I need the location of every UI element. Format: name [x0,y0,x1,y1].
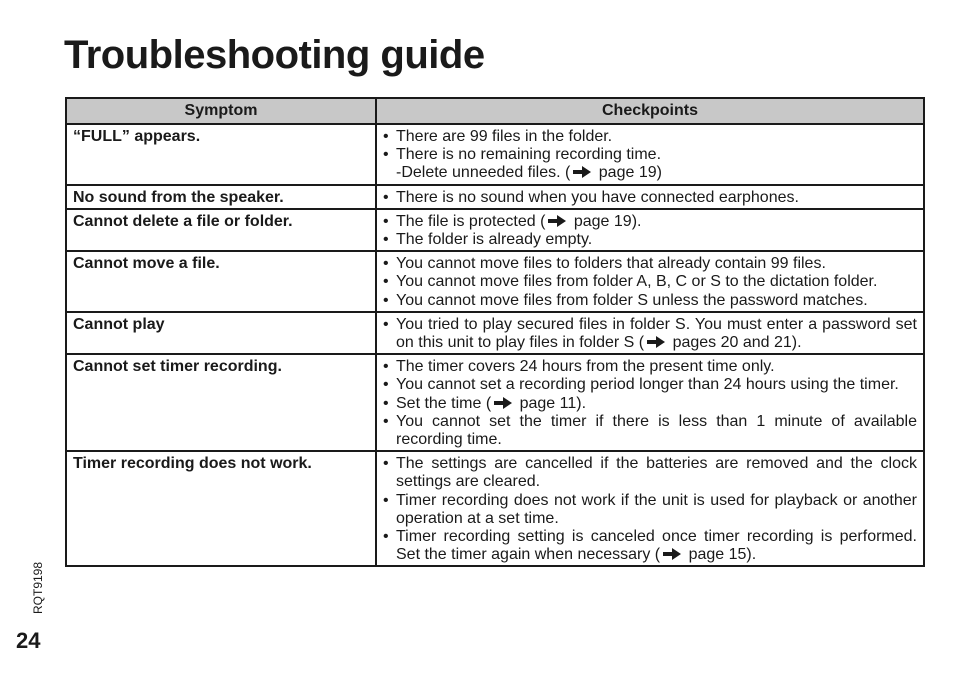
bullet-icon: • [383,255,389,273]
table-row [66,312,924,354]
checkpoint-item [383,189,917,207]
checkpoint-text: Set the time ( [396,394,492,412]
checkpoint-item [383,128,917,146]
checkpoint-text: You cannot set a recording period longer than 24 hours using the timer. [396,376,899,394]
page-reference-text: pages 20 and 21). [668,334,802,352]
checkpoints-cell [376,354,924,451]
checkpoint-item [383,146,917,164]
bullet-icon: • [383,128,389,145]
arrow-right-icon [646,335,666,349]
checkpoint-text: You cannot move files from folder A, B, C or S to the dictation folder. [396,273,878,291]
bullet-icon: • [383,412,389,430]
bullet-icon: • [383,146,389,164]
table-row [66,251,924,312]
page-title: Troubleshooting guide [64,33,485,77]
table-row [66,451,924,566]
table-row [66,354,924,451]
checkpoint-item [383,255,917,273]
table-row [66,209,924,251]
bullet-icon: • [383,231,389,249]
checkpoints-column-header: Checkpoints [376,98,924,124]
table-row [66,124,924,185]
table-header-row [66,98,924,124]
checkpoint-item [383,376,917,394]
checkpoint-item [383,292,917,310]
bullet-icon: • [383,315,389,333]
checkpoint-text: The folder is already empty. [396,231,593,249]
arrow-right-icon [572,165,592,179]
bullet-icon: • [383,455,389,473]
checkpoint-text: -Delete unneeded files. ( [396,164,571,182]
checkpoints-cell [376,209,924,251]
bullet-icon: • [383,273,389,291]
page-number: 24 [16,628,41,653]
table-row [66,185,924,209]
checkpoint-text: You cannot move files to folders that already contain 99 files. [396,255,826,273]
checkpoints-cell [376,251,924,312]
symptom-cell: Cannot move a file. [66,251,376,312]
page-reference-text: page 15). [684,546,757,564]
bullet-icon: • [383,358,389,376]
page-reference-text: page 11). [515,394,587,412]
arrow-right-icon [662,547,682,561]
checkpoint-item [383,273,917,291]
arrow-right-icon [493,396,513,410]
checkpoint-text: Timer recording setting is canceled once timer recording is performed. Set the timer again when necessary ( [396,528,917,564]
troubleshooting-table [65,97,925,567]
symptom-cell: Cannot play [66,312,376,354]
checkpoint-text: Timer recording does not work if the unit is used for playback or another operation at a set time. [396,491,917,527]
bullet-icon: • [383,491,389,509]
checkpoint-text: There is no sound when you have connected earphones. [396,188,799,206]
symptom-cell: Cannot set timer recording. [66,354,376,451]
checkpoint-item [383,164,917,182]
checkpoints-cell [376,451,924,566]
checkpoints-cell [376,185,924,209]
checkpoint-item [383,413,917,449]
symptom-cell: No sound from the speaker. [66,185,376,209]
checkpoint-item [383,231,917,249]
bullet-icon: • [383,291,389,309]
checkpoint-item [383,528,917,564]
checkpoint-text: You cannot move files from folder S unless the password matches. [396,291,868,309]
page-reference-text: page 19) [594,164,662,182]
bullet-icon: • [383,212,389,230]
checkpoint-text: You tried to play secured files in folder S. You must enter a password set on this unit to play files in folder S ( [396,315,917,352]
bullet-icon: • [383,376,389,394]
checkpoints-cell [376,124,924,185]
bullet-icon: • [383,528,389,546]
checkpoint-item [383,358,917,376]
checkpoint-item [383,213,917,231]
document-code: RQT9198 [31,561,45,614]
checkpoint-text: You cannot set the timer if there is less than 1 minute of available recording time. [396,412,917,449]
table-body [66,124,924,566]
checkpoint-item [383,395,917,413]
checkpoint-text: There are 99 files in the folder. [396,128,613,145]
page-reference-text: page 19). [569,212,642,230]
checkpoint-text: The file is protected ( [396,212,546,230]
checkpoint-text: The settings are cancelled if the batteries are removed and the clock settings are cleared. [396,455,917,491]
arrow-right-icon [547,214,567,228]
checkpoint-item [383,455,917,491]
checkpoint-text: There is no remaining recording time. [396,146,662,164]
checkpoint-item [383,316,917,352]
bullet-icon: • [383,188,389,206]
checkpoint-item [383,492,917,528]
symptom-cell: Timer recording does not work. [66,451,376,566]
symptom-cell: “FULL” appears. [66,124,376,185]
checkpoint-text: The timer covers 24 hours from the present time only. [396,358,775,376]
checkpoints-cell [376,312,924,354]
symptom-cell: Cannot delete a file or folder. [66,209,376,251]
symptom-column-header: Symptom [66,98,376,124]
bullet-icon: • [383,394,389,412]
